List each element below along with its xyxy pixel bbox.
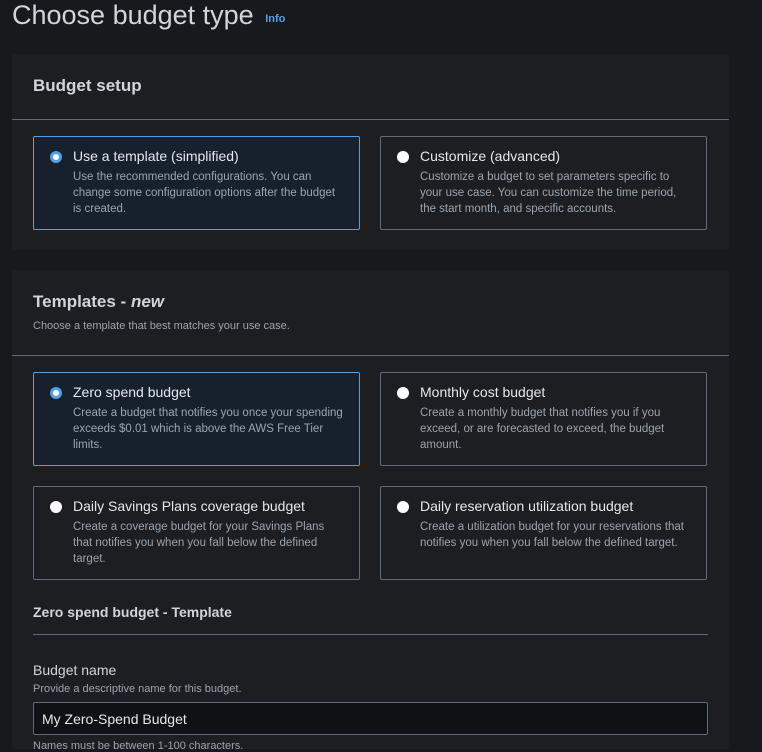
option-description: Use the recommended configurations. You can change some configuration options after the budget is created. bbox=[73, 171, 336, 215]
template-zero-spend[interactable] bbox=[33, 372, 360, 466]
templates-title bbox=[33, 292, 164, 312]
budget-name-input[interactable] bbox=[33, 702, 708, 735]
budget-setup-title: Budget setup bbox=[33, 76, 142, 95]
page-title-text: Choose budget type bbox=[12, 0, 254, 30]
option-use-template[interactable] bbox=[33, 136, 360, 230]
option-title: Customize (advanced) bbox=[420, 148, 561, 164]
template-description: Create a coverage budget for your Savings Plans that notifies you when you fall below the defined target. bbox=[73, 521, 325, 565]
radio-unselected-icon[interactable] bbox=[397, 151, 409, 163]
option-title: Use a template (simplified) bbox=[73, 148, 239, 164]
template-savings-plans-coverage[interactable] bbox=[33, 486, 360, 580]
new-badge: new bbox=[130, 292, 164, 311]
template-title: Daily Savings Plans coverage budget bbox=[73, 498, 305, 514]
template-description: Create a budget that notifies you once your spending exceeds $0.01 which is above the AWS Free Tier limits. bbox=[73, 407, 343, 451]
template-title: Daily reservation utilization budget bbox=[420, 498, 634, 514]
radio-selected-icon[interactable] bbox=[50, 387, 62, 399]
template-reservation-utilization[interactable] bbox=[380, 486, 707, 580]
info-link[interactable]: Info bbox=[265, 13, 286, 25]
templates-title-text: Templates - bbox=[33, 292, 131, 311]
budget-name-label: Budget name bbox=[33, 662, 117, 678]
template-description: Create a utilization budget for your reservations that notifies you when you fall below the defined target. bbox=[420, 521, 685, 549]
template-section-heading: Zero spend budget - Template bbox=[33, 604, 232, 620]
panel-divider bbox=[12, 119, 729, 120]
template-monthly-cost[interactable] bbox=[380, 372, 707, 466]
radio-unselected-icon[interactable] bbox=[50, 501, 62, 513]
radio-selected-icon[interactable] bbox=[50, 151, 62, 163]
budget-setup-panel bbox=[12, 54, 729, 250]
budget-name-hint: Names must be between 1-100 characters. bbox=[33, 740, 244, 752]
radio-unselected-icon[interactable] bbox=[397, 387, 409, 399]
templates-description: Choose a template that best matches your use case. bbox=[33, 320, 290, 332]
radio-unselected-icon[interactable] bbox=[397, 501, 409, 513]
page-title bbox=[12, 0, 285, 31]
option-customize[interactable] bbox=[380, 136, 707, 230]
template-description: Create a monthly budget that notifies you if you exceed, or are forecasted to exceed, the budget amount. bbox=[420, 407, 665, 451]
template-title: Zero spend budget bbox=[73, 384, 191, 400]
section-divider bbox=[33, 634, 708, 635]
templates-panel bbox=[12, 270, 729, 752]
option-description: Customize a budget to set parameters specific to your use case. You can customize the time period, the start month, and specific accounts. bbox=[420, 171, 677, 215]
panel-divider bbox=[12, 355, 729, 356]
template-title: Monthly cost budget bbox=[420, 384, 546, 400]
budget-name-description: Provide a descriptive name for this budget. bbox=[33, 683, 242, 695]
